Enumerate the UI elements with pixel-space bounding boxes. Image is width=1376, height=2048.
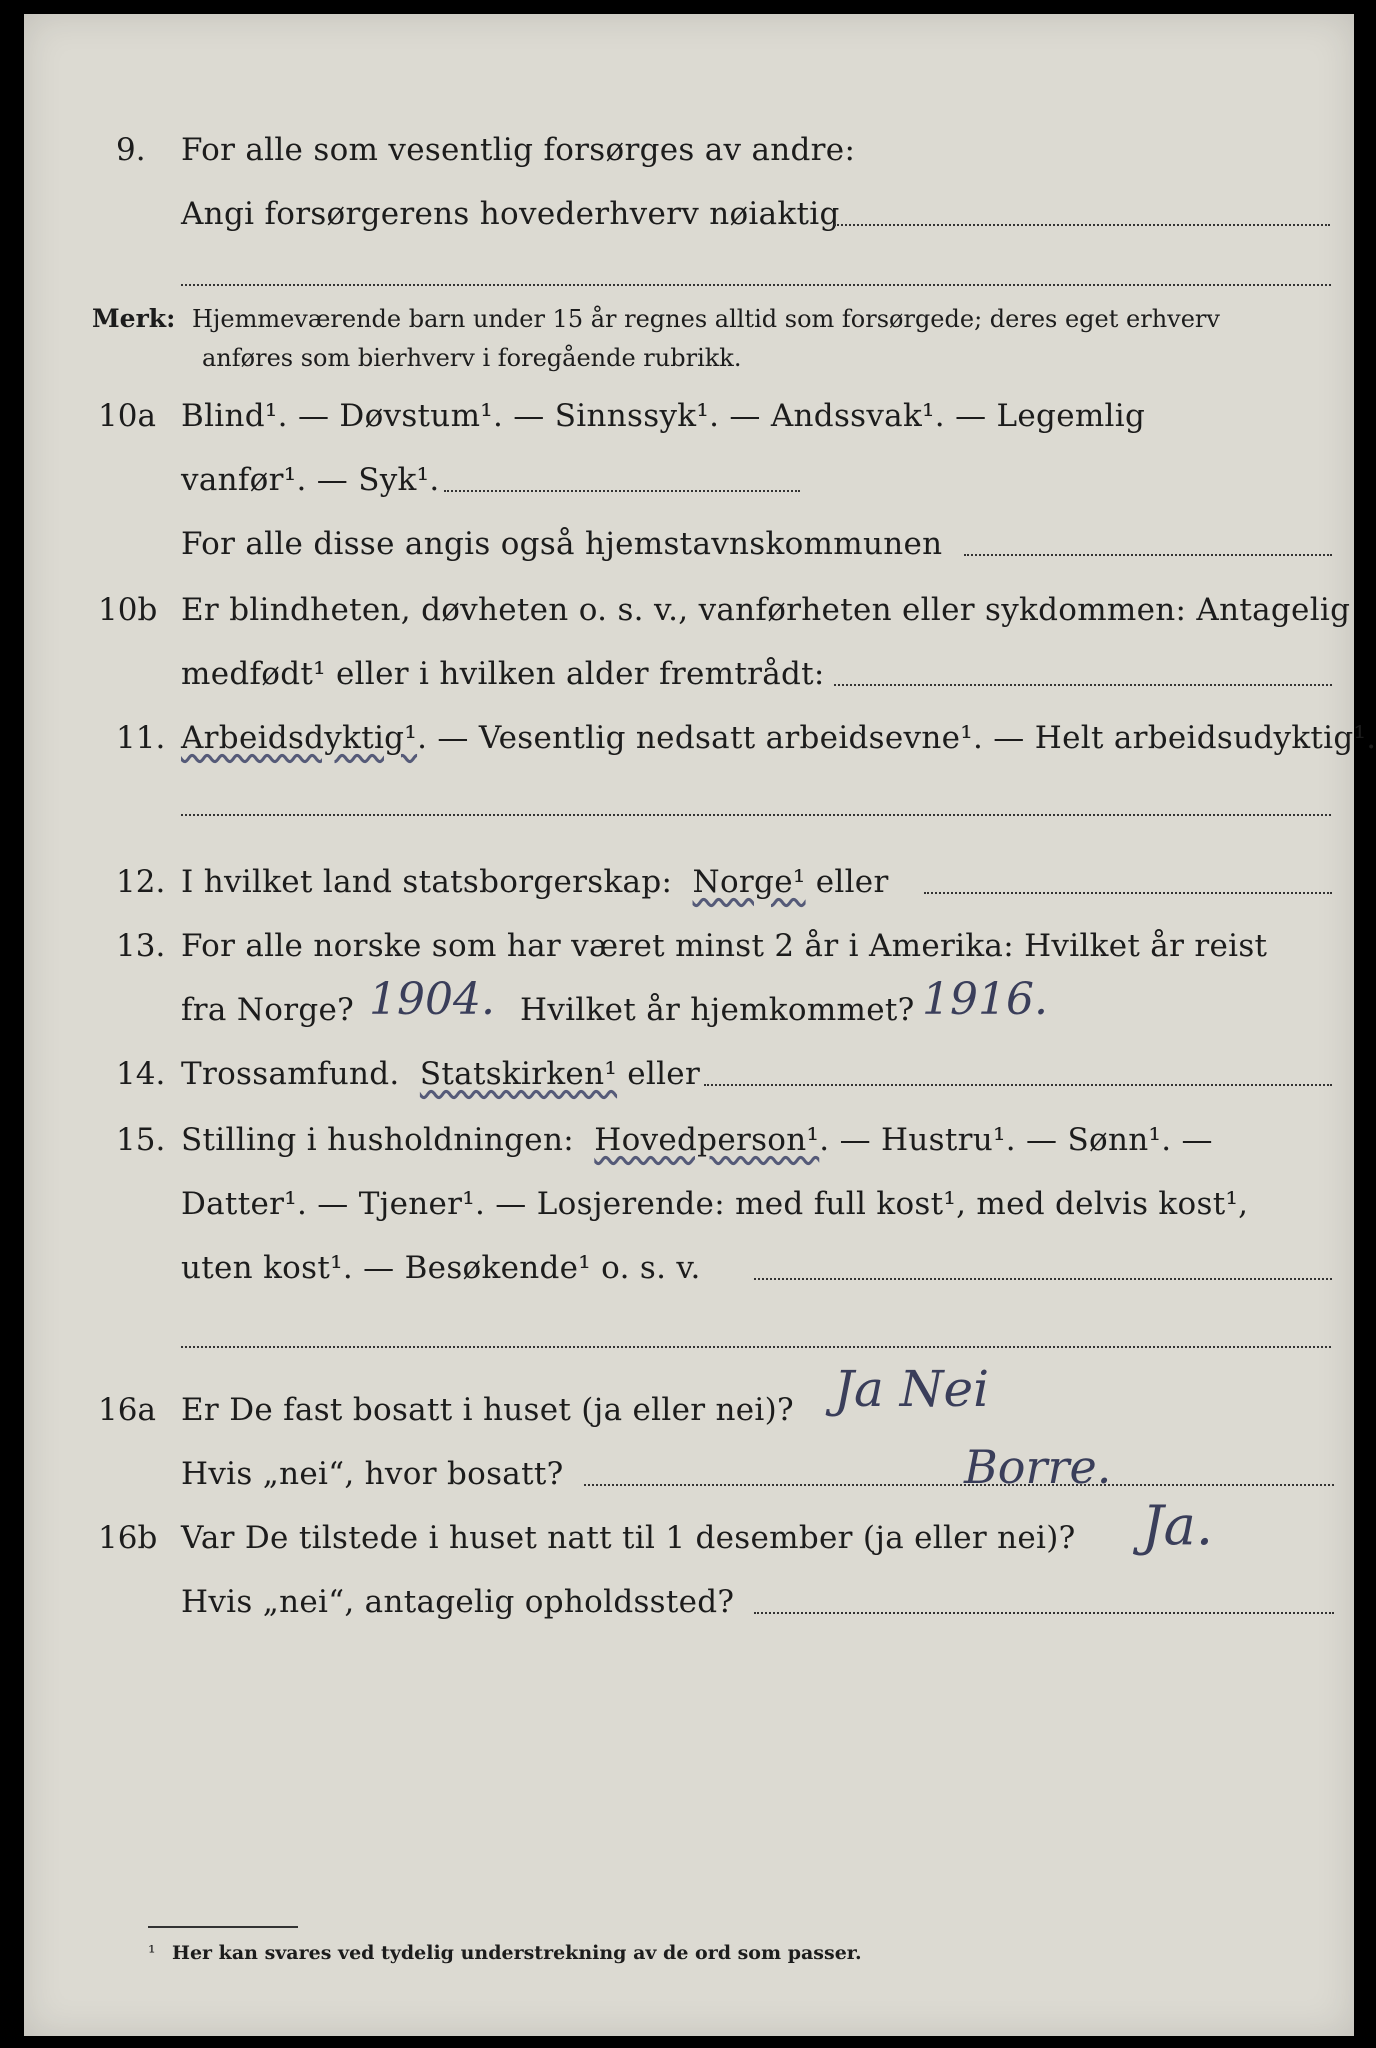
q14-number: 14. [116, 1056, 166, 1092]
q14-line [181, 1056, 700, 1092]
q16a-number: 16a [98, 1392, 156, 1428]
answer-line [181, 284, 1331, 286]
q10a-number: 10a [98, 398, 156, 434]
q9-line2: Angi forsørgerens hovederhverv nøiaktig [181, 196, 840, 232]
q16b-line1: Var De tilstede i huset natt til 1 desember (ja eller nei)? [181, 1520, 1076, 1556]
q11-line [181, 720, 1376, 756]
q10a-line1: Blind¹. — Døvstum¹. — Sinnssyk¹. — Andssvak¹. — Legemlig [181, 398, 1146, 434]
q15-line2: Datter¹. — Tjener¹. — Losjerende: med full kost¹, med delvis kost¹, [181, 1186, 1249, 1222]
form-page [24, 14, 1376, 2036]
q10b-line1: Er blindheten, døvheten o. s. v., vanførheten eller sykdommen: Antagelig [181, 592, 1351, 628]
q16a-handwritten-answer: Ja Nei [834, 1360, 990, 1418]
answer-line [754, 1278, 1332, 1280]
q16a-line2: Hvis „nei“, hvor bosatt? [181, 1456, 564, 1492]
answer-line [964, 554, 1332, 556]
footnote-rule [148, 1926, 298, 1928]
q16a-handwritten-residence: Borre. [964, 1440, 1112, 1494]
q13-handwritten-departure-year: 1904. [369, 974, 495, 1025]
q9-line1: For alle som vesentlig forsørges av andre: [181, 132, 856, 168]
q15-rest: . — Hustru¹. — Sønn¹. — [819, 1122, 1213, 1158]
q16b-line2: Hvis „nei“, antagelig opholdssted? [181, 1584, 735, 1620]
answer-line [181, 1346, 1331, 1348]
merk-line2: anføres som bierhverv i foregående rubrikk. [202, 344, 742, 372]
answer-line [444, 490, 800, 492]
q13-pre: fra Norge? [181, 992, 355, 1028]
q12-pre: I hvilket land statsborgerskap: [181, 864, 673, 900]
answer-line [834, 224, 1330, 226]
answer-line [181, 814, 1331, 816]
q12-number: 12. [116, 864, 166, 900]
answer-line [834, 684, 1332, 686]
q13-line1: For alle norske som har været minst 2 år i Amerika: Hvilket år reist [181, 928, 1268, 964]
q16b-number: 16b [98, 1520, 158, 1556]
q12-selected-option: Norge¹ [692, 864, 806, 900]
answer-line [754, 1612, 1334, 1614]
q16a-line1: Er De fast bosatt i huset (ja eller nei)? [181, 1392, 794, 1428]
q10b-number: 10b [98, 592, 158, 628]
q12-line [181, 864, 889, 900]
merk-line1: Hjemmeværende barn under 15 år regnes alltid som forsørgede; deres eget erhverv [192, 305, 1220, 333]
q16b-handwritten-answer: Ja. [1142, 1494, 1214, 1557]
q15-pre: Stilling i husholdningen: [181, 1122, 574, 1158]
answer-line [584, 1484, 1334, 1486]
q13-mid: Hvilket år hjemkommet? [520, 992, 915, 1028]
q9-number: 9. [116, 132, 146, 168]
q15-line1 [181, 1122, 1213, 1158]
q15-line3: uten kost¹. — Besøkende¹ o. s. v. [181, 1250, 701, 1286]
q10a-line3: For alle disse angis også hjemstavnskommunen [181, 526, 943, 562]
q14-post: eller [627, 1056, 701, 1092]
q12-post: eller [815, 864, 889, 900]
q10b-line2: medfødt¹ eller i hvilken alder fremtrådt: [181, 656, 825, 692]
q11-number: 11. [116, 720, 166, 756]
merk-label: Merk: [92, 304, 176, 333]
footnote-text: Her kan svares ved tydelig understrekning av de ord som passer. [172, 1942, 862, 1964]
q10a-line2: vanfør¹. — Syk¹. [181, 462, 440, 498]
q11-rest: . — Vesentlig nedsatt arbeidsevne¹. — Helt arbeidsudyktig¹. [417, 720, 1376, 756]
q13-number: 13. [116, 928, 166, 964]
q13-handwritten-return-year: 1916. [922, 974, 1048, 1025]
q11-selected-option: Arbeidsdyktig¹ [181, 720, 418, 756]
q14-selected-option: Statskirken¹ [419, 1056, 618, 1092]
answer-line [704, 1084, 1332, 1086]
q15-selected-option: Hovedperson¹ [594, 1122, 820, 1158]
answer-line [924, 892, 1332, 894]
q15-number: 15. [116, 1122, 166, 1158]
footnote-mark: ¹ [148, 1942, 156, 1964]
q14-pre: Trossamfund. [181, 1056, 400, 1092]
